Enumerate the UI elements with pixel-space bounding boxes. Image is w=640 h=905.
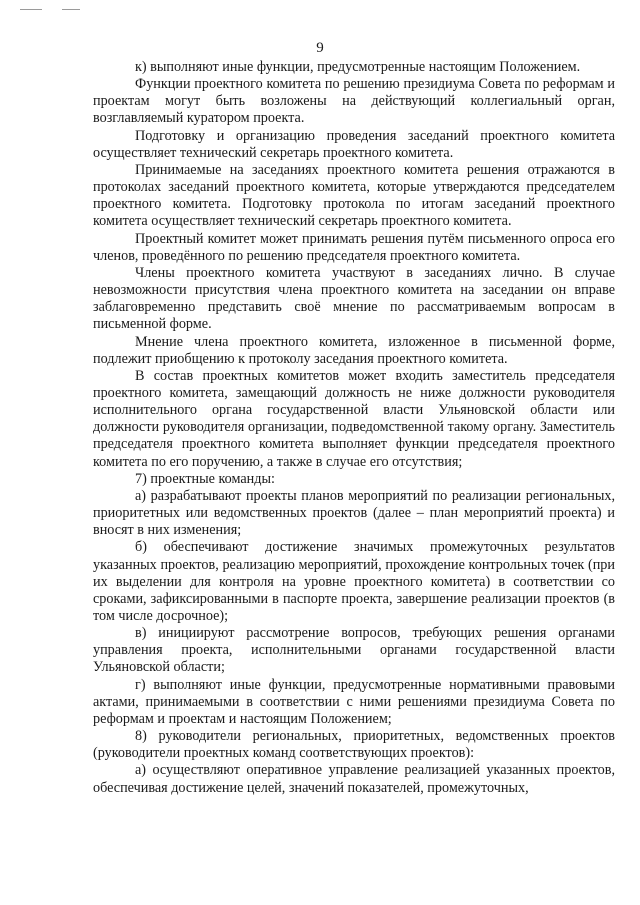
- paragraph: а) осуществляют оперативное управление реализацией указанных проектов, обеспечивая достижение целей, значений показателей, промежуточных,: [93, 762, 615, 796]
- paragraph: Подготовку и организацию проведения заседаний проектного комитета осуществляет технический секретарь проектного комитета.: [93, 127, 615, 161]
- paragraph: Члены проектного комитета участвуют в заседаниях лично. В случае невозможности присутствия члена проектного комитета на заседании он вправе заблаговременно представить своё мнение по рассматриваемым вопросам в письменной форме.: [93, 264, 615, 333]
- paragraph: Проектный комитет может принимать решения путём письменного опроса его членов, проведённого по решению председателя проектного комитета.: [93, 230, 615, 264]
- paragraph: в) инициируют рассмотрение вопросов, требующих решения органами управления проекта, исполнительными органами государственной власти Ульяновской области;: [93, 625, 615, 676]
- paragraph: 8) руководители региональных, приоритетных, ведомственных проектов (руководители проектных команд соответствующих проектов):: [93, 728, 615, 762]
- paragraph: г) выполняют иные функции, предусмотренные нормативными правовыми актами, принимаемыми в соответствии с ними решениями президиума Совета по реформам и проектам и настоящим Положением;: [93, 676, 615, 727]
- scan-artifact: [62, 9, 80, 10]
- paragraph: к) выполняют иные функции, предусмотренные настоящим Положением.: [135, 59, 581, 75]
- paragraph: а) разрабатывают проекты планов мероприятий по реализации региональных, приоритетных или ведомственных проектов (далее – план мероприятий проекта) и вносят в них изменения;: [93, 487, 615, 539]
- page-number: 9: [316, 40, 324, 56]
- document-body: [93, 59, 615, 797]
- paragraph: Принимаемые на заседаниях проектного комитета решения отражаются в протоколах заседаний проектного комитета, которые утверждаются председателем проектного комитета. Подготовку протокола по итогам заседаний проектного комитета осуществляет технический секретарь проектного комитета.: [93, 161, 615, 230]
- paragraph: 7) проектные команды:: [135, 470, 275, 487]
- paragraph: б) обеспечивают достижение значимых промежуточных результатов указанных проектов, реализацию мероприятий, прохождение контрольных точек (при их выделении для контроля на уровне проектного комитета) в соответствии со сроками, зафиксированными в паспорте проекта, завершение реализации проектов (в том числе досрочное);: [93, 539, 615, 624]
- paragraph: Функции проектного комитета по решению президиума Совета по реформам и проектам могут быть возложены на действующий коллегиальный орган, возглавляемый куратором проекта.: [93, 76, 615, 127]
- scan-artifact: [20, 9, 42, 10]
- paragraph: В состав проектных комитетов может входить заместитель председателя проектного комитета, замещающий должность не ниже должности руководителя исполнительного органа государственной власти Ульяновской области или должности руководителя организации, подведомственной такому органу. Заместитель председателя проектного комитета выполняет функции председателя проектного комитета по его поручению, а также в случае его отсутствия;: [93, 367, 615, 470]
- paragraph: Мнение члена проектного комитета, изложенное в письменной форме, подлежит приобщению к протоколу заседания проектного комитета.: [93, 333, 615, 367]
